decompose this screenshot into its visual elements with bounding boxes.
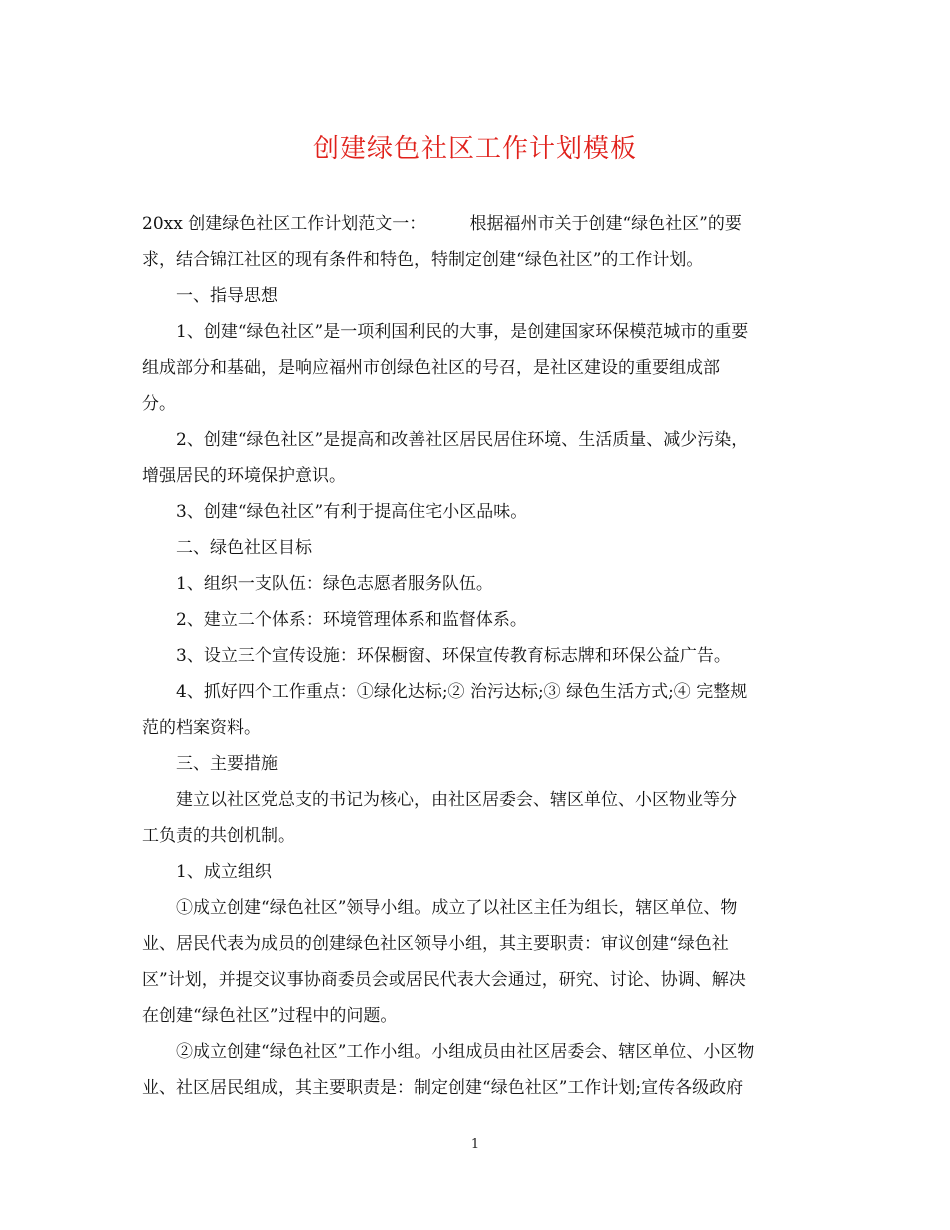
text-line: 组成部分和基础，是响应福州市创绿色社区的号召，是社区建设的重要组成部 (142, 358, 720, 378)
text-line: 三、主要措施 (176, 754, 278, 774)
text-line: 建立以社区党总支的书记为核心，由社区居委会、辖区单位、小区物业等分 (176, 790, 737, 810)
text-line: 1、创建“绿色社区”是一项利国利民的大事，是创建国家环保模范城市的重要 (176, 322, 749, 342)
text-line: ②成立创建“绿色社区”工作小组。小组成员由社区居委会、辖区单位、小区物 (176, 1042, 755, 1062)
text-line: 1、成立组织 (176, 862, 272, 882)
paragraph-goal-1 (142, 566, 810, 602)
text-line: 3、设立三个宣传设施：环保橱窗、环保宣传教育标志牌和环保公益广告。 (176, 646, 731, 666)
paragraph-working-group (142, 1034, 810, 1106)
section-heading-measures (142, 746, 810, 782)
paragraph-intro (142, 206, 810, 278)
paragraph-measures-intro (142, 782, 810, 854)
text-line: 求，结合锦江社区的现有条件和特色，特制定创建“绿色社区”的工作计划。 (142, 250, 704, 270)
text-line: 1、组织一支队伍：绿色志愿者服务队伍。 (176, 574, 493, 594)
text-line: 范的档案资料。 (142, 718, 261, 738)
section-heading-goals (142, 530, 810, 566)
text-line: 业、社区居民组成，其主要职责是：制定创建“绿色社区”工作计划;宣传各级政府 (142, 1078, 744, 1098)
paragraph-goal-3 (142, 638, 810, 674)
text-line: 4、抓好四个工作重点：①绿化达标;② 治污达标;③ 绿色生活方式;④ 完整规 (176, 682, 748, 702)
text-line: 二、绿色社区目标 (176, 538, 312, 558)
paragraph-guiding-1 (142, 314, 810, 422)
paragraph-leading-group (142, 890, 810, 1034)
text-line: ①成立创建“绿色社区”领导小组。成立了以社区主任为组长，辖区单位、物 (176, 898, 738, 918)
text-line: 分。 (142, 394, 176, 414)
page-number: 1 (470, 1137, 480, 1152)
text-line: 3、创建“绿色社区”有利于提高住宅小区品味。 (176, 502, 528, 522)
text-line: 业、居民代表为成员的创建绿色社区领导小组，其主要职责：审议创建“绿色社 (142, 934, 729, 954)
section-heading-guiding-thought (142, 278, 810, 314)
document-title: 创建绿色社区工作计划模板 (312, 134, 637, 164)
paragraph-guiding-2 (142, 422, 810, 494)
text-line: 一、指导思想 (176, 286, 278, 306)
text-line: 20xx 创建绿色社区工作计划范文一： 根据福州市关于创建“绿色社区”的要 (142, 214, 742, 234)
paragraph-goal-2 (142, 602, 810, 638)
subheading-organization (142, 854, 810, 890)
text-line: 在创建“绿色社区”过程中的问题。 (142, 1006, 398, 1026)
text-line: 2、创建“绿色社区”是提高和改善社区居民居住环境、生活质量、减少污染， (176, 430, 749, 450)
text-line: 增强居民的环境保护意识。 (142, 466, 346, 486)
text-line: 区”计划，并提交议事协商委员会或居民代表大会通过，研究、讨论、协调、解决 (142, 970, 746, 990)
paragraph-goal-4 (142, 674, 810, 746)
paragraph-guiding-3 (142, 494, 810, 530)
text-line: 2、建立二个体系：环境管理体系和监督体系。 (176, 610, 527, 630)
text-line: 工负责的共创机制。 (142, 826, 295, 846)
